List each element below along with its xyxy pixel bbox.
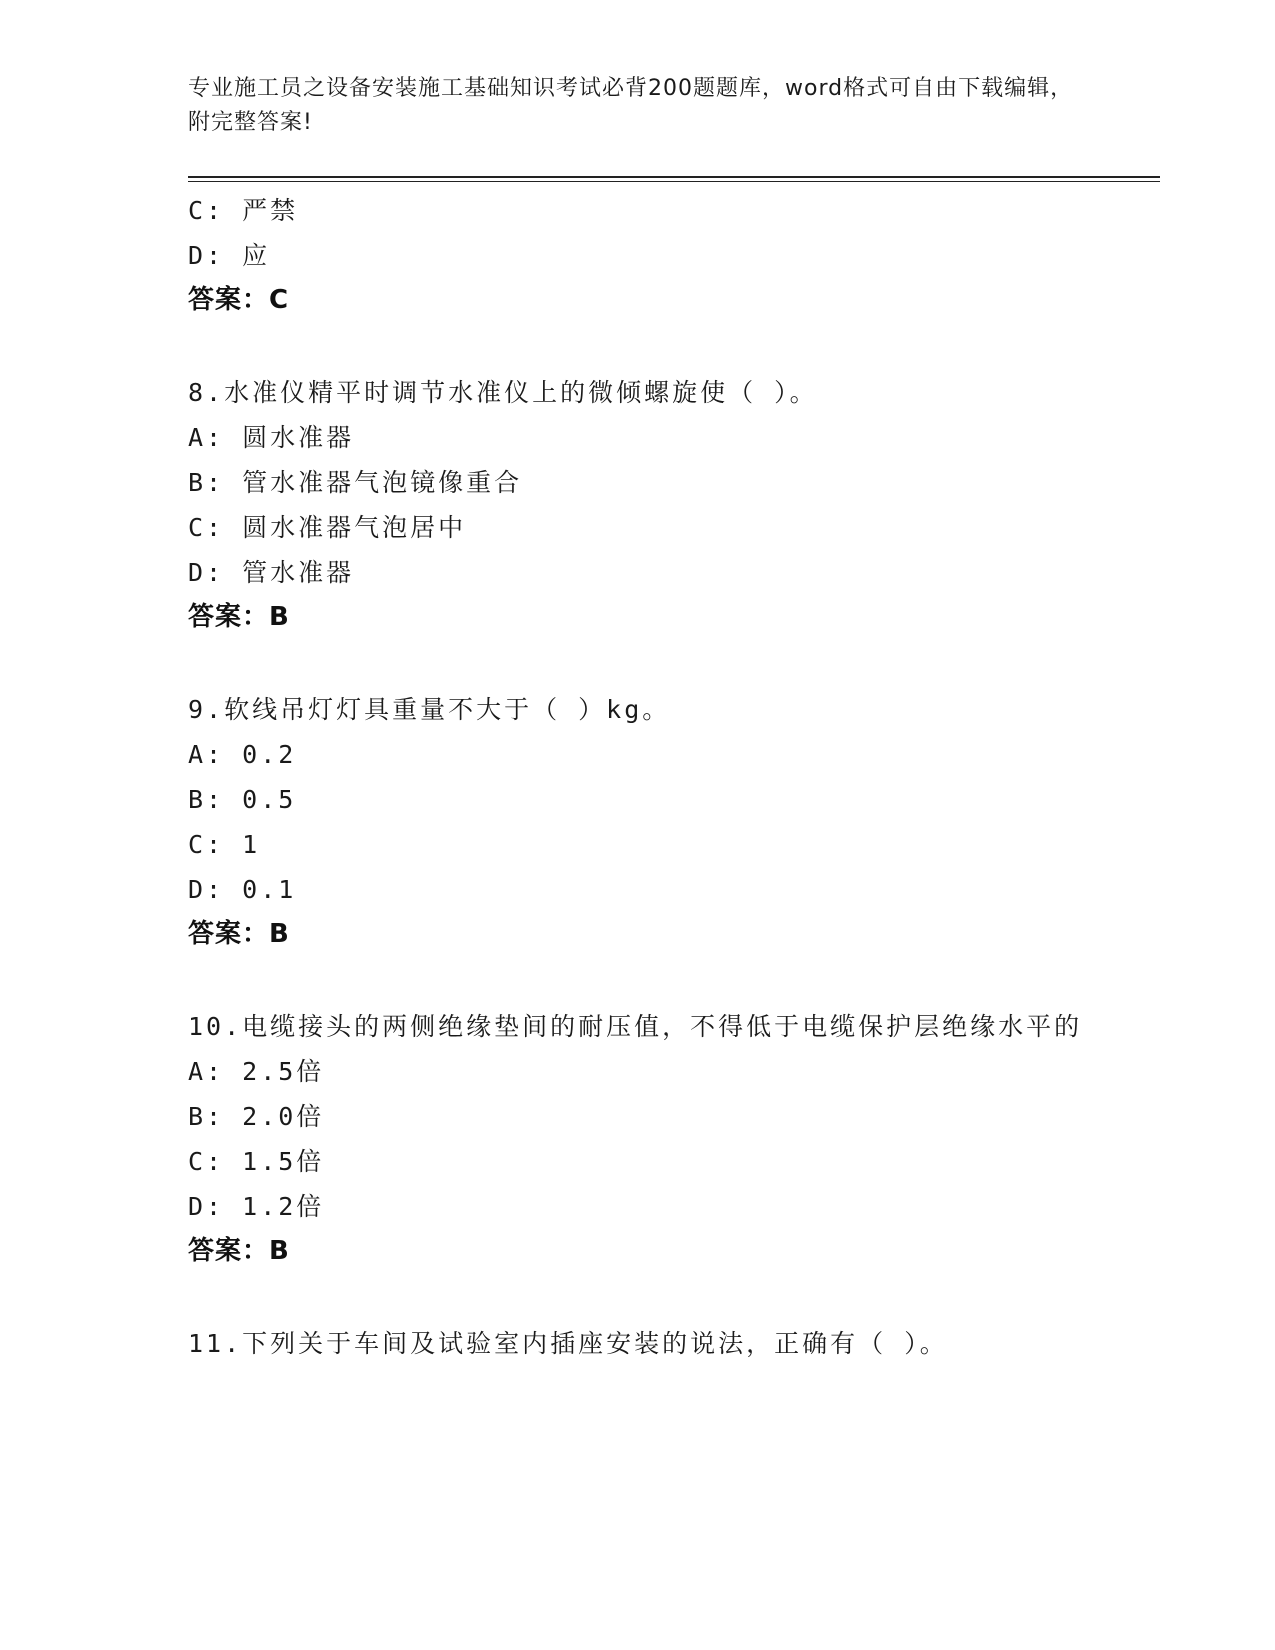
header-rule-top bbox=[188, 176, 1160, 178]
answer: 答案：B bbox=[188, 919, 290, 949]
option-a: A: 2.5倍 bbox=[188, 1057, 325, 1086]
option-a: A: 0.2 bbox=[188, 740, 297, 769]
option-c: C: 1 bbox=[188, 830, 261, 859]
option-d: D: 管水准器 bbox=[188, 558, 355, 587]
option-b: B: 管水准器气泡镜像重合 bbox=[188, 468, 523, 497]
question-text: 10.电缆接头的两侧绝缘垫间的耐压值，不得低于电缆保护层绝缘水平的 bbox=[188, 1012, 1083, 1041]
option-c: C: 严禁 bbox=[188, 196, 299, 225]
header-rule-bottom bbox=[188, 181, 1160, 182]
question-list bbox=[188, 188, 1088, 1366]
option-a: A: 圆水准器 bbox=[188, 423, 355, 452]
option-d: D: 应 bbox=[188, 241, 271, 270]
option-d: D: 1.2倍 bbox=[188, 1192, 325, 1221]
answer: 答案：B bbox=[188, 1236, 290, 1266]
option-b: B: 0.5 bbox=[188, 785, 297, 814]
question-text: 9.软线吊灯灯具重量不大于（ ）kg。 bbox=[188, 695, 671, 724]
question-10 bbox=[188, 1004, 1088, 1274]
answer: 答案：C bbox=[188, 285, 290, 315]
option-b: B: 2.0倍 bbox=[188, 1102, 325, 1131]
question-9 bbox=[188, 687, 1088, 957]
document-header: 专业施工员之设备安装施工基础知识考试必背200题题库，word格式可自由下载编辑，附完整答案! bbox=[188, 76, 1074, 135]
question-8 bbox=[188, 370, 1088, 640]
question-text: 11.下列关于车间及试验室内插座安装的说法，正确有（ ）。 bbox=[188, 1329, 948, 1358]
option-c: C: 1.5倍 bbox=[188, 1147, 325, 1176]
question-11 bbox=[188, 1321, 1088, 1366]
option-c: C: 圆水准器气泡居中 bbox=[188, 513, 467, 542]
option-d: D: 0.1 bbox=[188, 875, 297, 904]
question-7-partial bbox=[188, 188, 1088, 323]
question-text: 8.水准仪精平时调节水准仪上的微倾螺旋使（ ）。 bbox=[188, 378, 818, 407]
answer: 答案：B bbox=[188, 602, 290, 632]
